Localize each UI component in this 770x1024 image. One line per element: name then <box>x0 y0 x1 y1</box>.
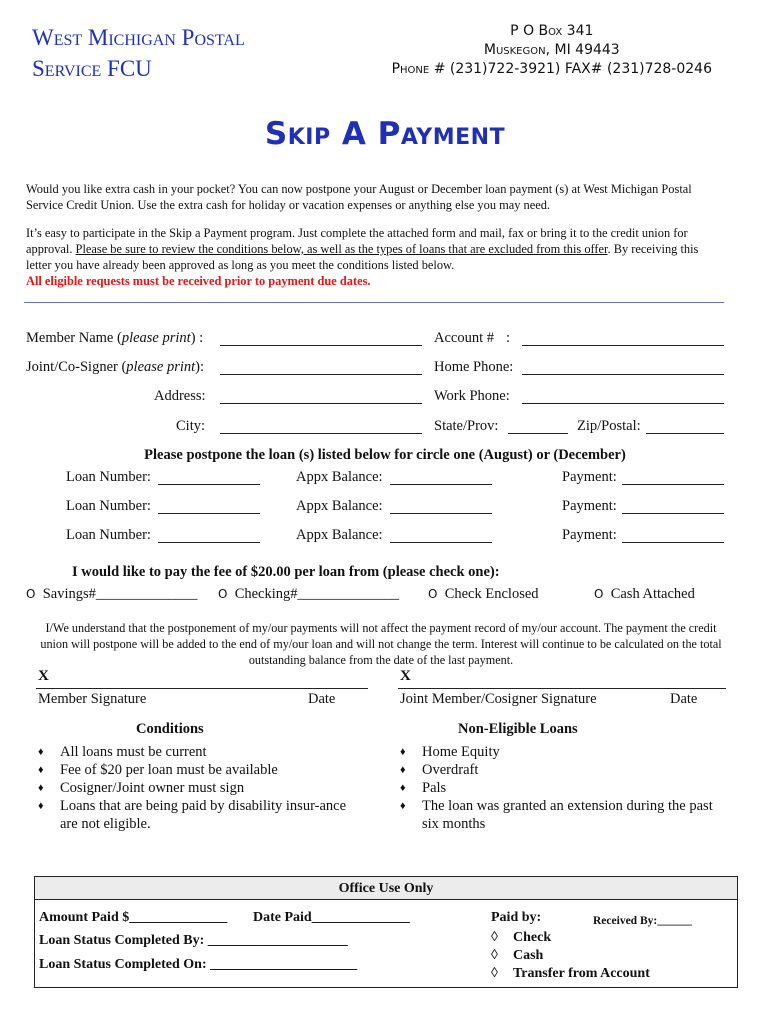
check-enclosed-radio-icon[interactable]: O <box>428 587 438 601</box>
disclaimer: I/We understand that the postponement of my/our payments will not affect the payment record of my/our account. The payment the credit union will postpone will be added to the end of my/our loan and will not change the term. Interest will continue to be calculated on the total outstanding balance from the date of the last payment. <box>40 621 722 667</box>
work-phone-field[interactable] <box>522 389 724 404</box>
appx-balance-label-1: Appx Balance: <box>296 469 383 485</box>
zip-field[interactable] <box>646 419 724 434</box>
loan-number-field-3[interactable] <box>158 528 260 543</box>
joint-please-print: please print <box>126 359 196 375</box>
loan-status-by-field[interactable]: Loan Status Completed By: ____________________ <box>39 933 348 948</box>
paid-option-cash[interactable]: ◊ Cash <box>491 947 650 965</box>
zip-label: Zip/Postal: <box>577 418 641 434</box>
appx-balance-label-2: Appx Balance: <box>296 498 383 514</box>
condition-item: ♦ Cosigner/Joint owner must sign <box>36 779 346 797</box>
non-eligible-item: ♦ Overdraft <box>398 761 718 779</box>
office-use-box <box>34 876 738 988</box>
phone-fax: # (231)722-3921) FAX# (231)728-0246 <box>433 61 712 77</box>
amount-paid-field[interactable]: Amount Paid $______________ <box>39 910 228 925</box>
work-phone-label: Work Phone: <box>434 388 510 404</box>
intro-text-a: It’s easy to participate in the Skip a Payment program. Just complete the attached form and mail, fax or bring it to the credit union for approval. <box>26 226 688 256</box>
joint-date-label: Date <box>670 691 698 707</box>
address-phone <box>392 60 712 79</box>
member-signature-x: X <box>38 668 49 684</box>
joint-end: ): <box>195 359 205 375</box>
office-use-heading: Office Use Only <box>35 877 737 900</box>
account-label <box>434 330 510 347</box>
loan-number-label-2: Loan Number: <box>66 498 151 514</box>
phone-label: Phone <box>391 61 430 77</box>
payment-label-2: Payment: <box>562 498 617 514</box>
option-cash-attached[interactable] <box>594 586 695 603</box>
address-label: Address: <box>154 388 206 404</box>
joint-text: Joint/Co-Signer ( <box>26 359 127 375</box>
condition-item: ♦ All loans must be current <box>36 743 346 761</box>
home-phone-field[interactable] <box>522 360 724 375</box>
section-divider <box>24 302 724 303</box>
condition-item: ♦ Fee of $20 per loan must be available <box>36 761 346 779</box>
conditions-list <box>36 743 346 833</box>
member-name-text: Member Name ( <box>26 330 122 346</box>
joint-signature-label: Joint Member/Cosigner Signature <box>400 691 597 707</box>
payment-label-1: Payment: <box>562 469 617 485</box>
option-savings[interactable] <box>26 586 197 603</box>
address-line1: P O Box 341 <box>510 23 594 39</box>
paid-by-options <box>491 929 650 983</box>
intro-paragraph-2 <box>26 225 722 289</box>
account-colon: : <box>506 330 511 346</box>
account-text: Account # <box>434 330 494 346</box>
payment-label-3: Payment: <box>562 527 617 543</box>
appx-balance-field-1[interactable] <box>390 470 492 485</box>
payment-field-2[interactable] <box>622 499 724 514</box>
intro-text-b: . By receiving this letter you have already been approved as long as you meet the conditions listed below. <box>26 242 699 272</box>
loan-number-label-1: Loan Number: <box>66 469 151 485</box>
checking-radio-icon[interactable]: O <box>218 587 228 601</box>
joint-signature-x: X <box>400 668 411 684</box>
appx-balance-field-3[interactable] <box>390 528 492 543</box>
org-name <box>32 22 245 84</box>
fee-heading: I would like to pay the fee of $20.00 per loan from (please check one): <box>72 564 500 580</box>
paid-option-transfer[interactable]: ◊ Transfer from Account <box>491 965 650 983</box>
checking-label: Checking#______________ <box>234 586 400 602</box>
please-print-text: please print <box>121 330 191 346</box>
home-phone-label: Home Phone: <box>434 359 514 375</box>
non-eligible-list <box>398 743 718 833</box>
non-eligible-item: ♦ The loan was granted an extension during the past six months <box>398 797 718 833</box>
member-name-label <box>26 330 203 347</box>
account-field[interactable] <box>522 331 724 346</box>
org-address <box>392 22 712 79</box>
org-name-line1: West Michigan Postal <box>32 25 245 50</box>
org-name-line2: Service FCU <box>32 56 152 81</box>
option-checking[interactable] <box>218 586 399 603</box>
city-field[interactable] <box>220 419 422 434</box>
state-label: State/Prov: <box>434 418 499 434</box>
non-eligible-heading: Non-Eligible Loans <box>458 721 578 737</box>
appx-balance-label-3: Appx Balance: <box>296 527 383 543</box>
member-name-field[interactable] <box>220 331 422 346</box>
state-field[interactable] <box>508 419 568 434</box>
appx-balance-field-2[interactable] <box>390 499 492 514</box>
cash-attached-label: Cash Attached <box>610 586 695 602</box>
loan-number-field-2[interactable] <box>158 499 260 514</box>
joint-field[interactable] <box>220 360 422 375</box>
intro-underlined: Please be sure to review the conditions below, as well as the types of loans that are excluded from this offer <box>75 242 608 256</box>
payment-field-1[interactable] <box>622 470 724 485</box>
date-paid-field[interactable]: Date Paid______________ <box>253 910 410 925</box>
paid-option-check[interactable]: ◊ Check <box>491 929 650 947</box>
non-eligible-item: ♦ Pals <box>398 779 718 797</box>
member-signature-label: Member Signature <box>38 691 147 707</box>
address-line2: Muskegon, MI 49443 <box>483 42 620 58</box>
intro-paragraph-1: Would you like extra cash in your pocket? You can now postpone your August or December loan payment (s) at West Michigan Postal Service Credit Union. Use the extra cash for holiday or vacation expenses or anything else you may need. <box>26 182 692 212</box>
loans-heading: Please postpone the loan (s) listed below for circle one (August) or (December) <box>144 447 626 463</box>
page-title: Skip A Payment <box>264 116 506 152</box>
savings-label: Savings#______________ <box>42 586 198 602</box>
cash-attached-radio-icon[interactable]: O <box>594 587 604 601</box>
member-signature-line[interactable] <box>36 688 368 689</box>
address-field[interactable] <box>220 389 422 404</box>
loan-number-label-3: Loan Number: <box>66 527 151 543</box>
member-name-end: ) : <box>190 330 204 346</box>
payment-field-3[interactable] <box>622 528 724 543</box>
member-date-label: Date <box>308 691 336 707</box>
loan-number-field-1[interactable] <box>158 470 260 485</box>
deadline-note: All eligible requests must be received prior to payment due dates. <box>26 274 371 288</box>
received-by-field[interactable]: Received By:______ <box>593 915 692 927</box>
loan-status-on-field[interactable]: Loan Status Completed On: _____________________ <box>39 957 358 972</box>
joint-label <box>26 359 204 376</box>
conditions-heading: Conditions <box>136 721 204 737</box>
city-label: City: <box>176 418 206 434</box>
joint-signature-line[interactable] <box>398 688 726 689</box>
option-check-enclosed[interactable] <box>428 586 539 603</box>
condition-item: ♦ Loans that are being paid by disability insur-ance are not eligible. <box>36 797 346 833</box>
paid-by-label: Paid by: <box>491 910 542 925</box>
non-eligible-item: ♦ Home Equity <box>398 743 718 761</box>
savings-radio-icon[interactable]: O <box>26 587 36 601</box>
check-enclosed-label: Check Enclosed <box>444 586 539 602</box>
